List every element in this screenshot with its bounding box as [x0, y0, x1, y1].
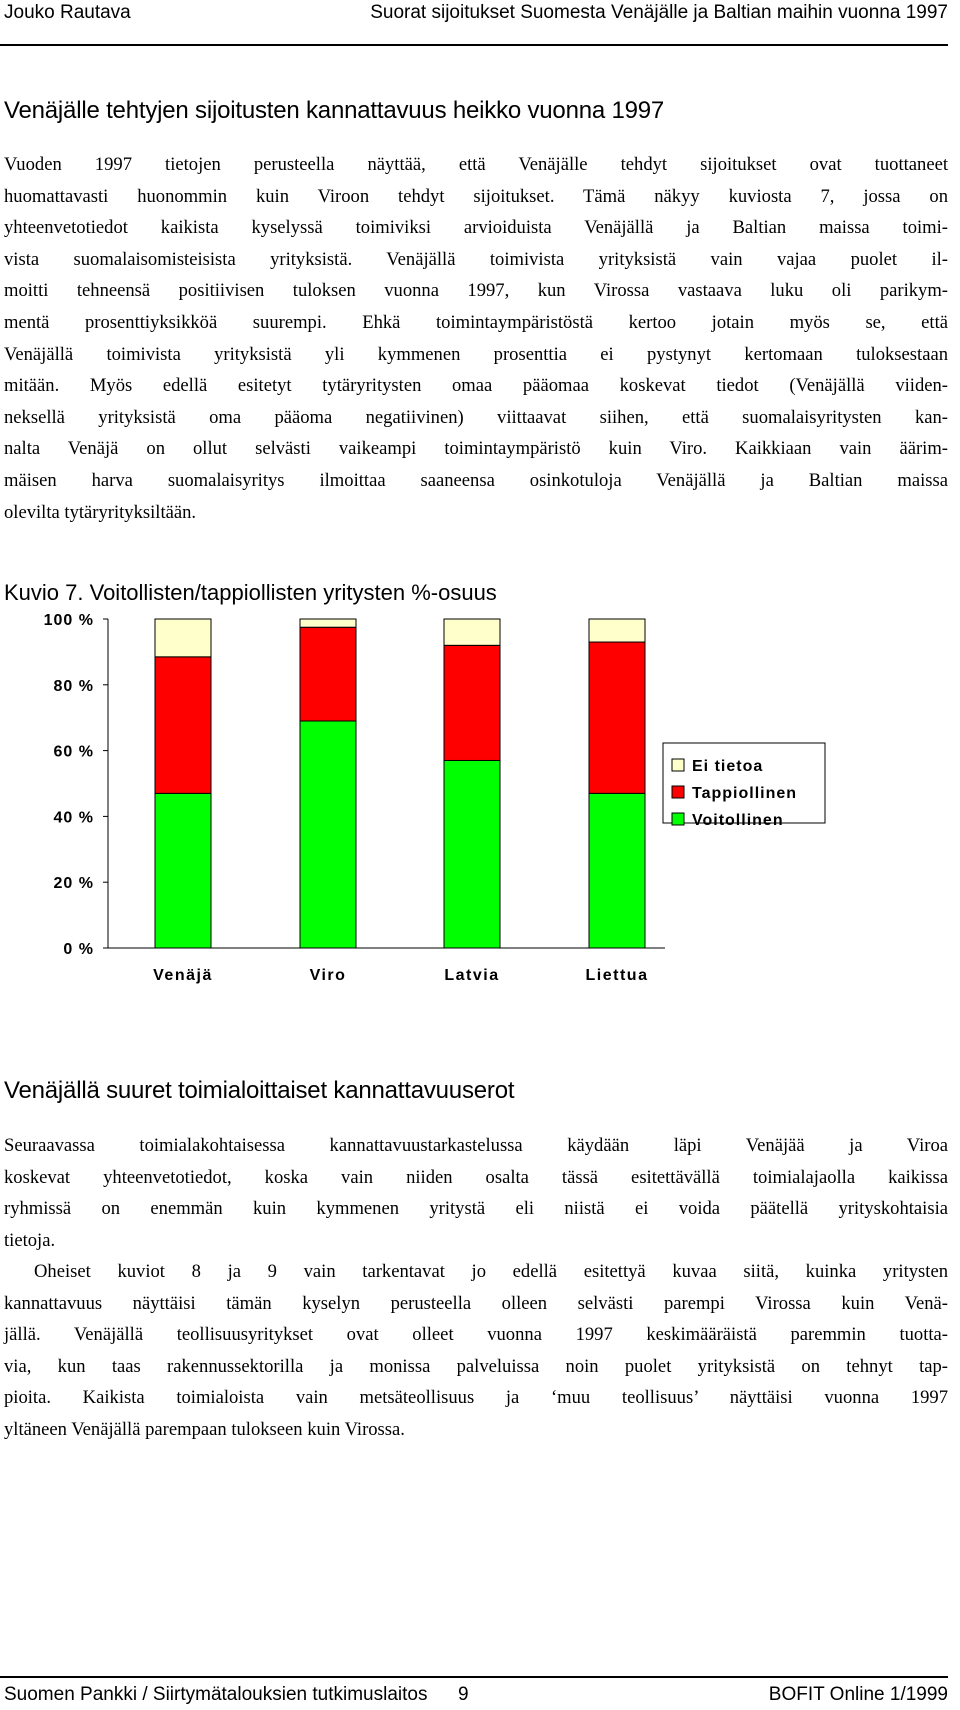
text-line: mentä prosenttiyksikköä suurempi. Ehkä toimintaympäristöstä kertoo jotain myös se, että: [4, 311, 948, 333]
bar-segment: [589, 619, 645, 642]
text-line: mitään. Myös edellä esitetyt tytäryritysten omaa pääomaa koskevat tiedot (Venäjällä viiden-: [4, 375, 948, 397]
y-tick-label: 40 %: [53, 809, 94, 827]
x-tick-label: Viro: [309, 967, 347, 984]
legend-box: [663, 743, 825, 823]
paragraph-2: [4, 1130, 948, 1256]
bars: [155, 619, 645, 948]
text-line: olevilta tytäryrityksiltään.: [4, 501, 197, 523]
y-tick-label: 80 %: [53, 677, 94, 695]
bar-segment: [444, 645, 500, 760]
chart-legend: [663, 743, 825, 829]
bar-segment: [300, 721, 356, 948]
stacked-bar-chart: [0, 612, 960, 1070]
legend-swatch: [672, 813, 684, 825]
x-tick-label: Latvia: [444, 967, 500, 984]
paragraph-1: [4, 149, 948, 528]
legend-swatch: [672, 759, 684, 771]
text-line: yltäneen Venäjällä parempaan tulokseen kuin Virossa.: [4, 1418, 405, 1440]
text-line: Vuoden 1997 tietojen perusteella näyttää, että Venäjälle tehdyt sijoitukset ovat tuottaneet: [4, 154, 948, 175]
x-axis-labels: [153, 967, 648, 984]
running-footer: [0, 1676, 948, 1710]
legend-swatch: [672, 786, 684, 798]
y-tick-label: 60 %: [53, 743, 94, 761]
header-author: Jouko Rautava: [4, 2, 131, 23]
section-heading-1: Venäjälle tehtyjen sijoitusten kannattavuus heikko vuonna 1997: [4, 97, 665, 124]
text-line: vista suomalaisomisteisista yrityksistä. Venäjällä toimivista yrityksistä vain vajaa puolet il-: [4, 248, 948, 270]
legend-label: Ei tietoa: [692, 758, 764, 775]
text-line: kannattavuus näyttäisi tämän kyselyn perusteella olleen selvästi parempi Virossa kuin Venä-: [4, 1292, 948, 1314]
legend-label: Voitollinen: [692, 812, 784, 829]
section-heading-2: Venäjällä suuret toimialoittaiset kannattavuuserot: [4, 1077, 515, 1104]
bar-segment: [300, 627, 356, 721]
paragraph-3: [4, 1256, 948, 1446]
text-line: Oheiset kuviot 8 ja 9 vain tarkentavat jo edellä esitettyä kuvaa siitä, kuinka yritysten: [34, 1261, 948, 1282]
bar-segment: [444, 760, 500, 948]
text-line: koskevat yhteenvetotiedot, koska vain niiden osalta tässä esitettävällä toimialajaolla kaikissa: [4, 1166, 948, 1188]
bar-segment: [589, 642, 645, 793]
legend-label: Tappiollinen: [692, 785, 798, 802]
bar-segment: [155, 657, 211, 794]
x-tick-label: Venäjä: [153, 967, 213, 984]
text-line: jällä. Venäjällä teollisuusyritykset ovat olleet vuonna 1997 keskimääräistä paremmin tuotta-: [4, 1324, 948, 1346]
text-line: mäisen harva suomalaisyritys ilmoittaa saaneensa osinkotuloja Venäjällä ja Baltian maissa: [4, 469, 948, 491]
bar-segment: [589, 793, 645, 948]
footer-series: BOFIT Online 1/1999: [768, 1684, 948, 1705]
text-line: neksellä yrityksistä oma pääoma negatiivinen) viittaavat siihen, että suomalaisyritysten kan-: [4, 406, 948, 428]
bar-segment: [155, 793, 211, 948]
text-line: Venäjällä toimivista yrityksistä yli kymmenen prosenttia ei pystynyt kertomaan tuloksestaan: [4, 343, 948, 365]
text-line: huomattavasti huonommin kuin Viroon tehdyt sijoitukset. Tämä näkyy kuviosta 7, jossa on: [4, 185, 948, 207]
text-line: pioita. Kaikista toimialoista vain metsäteollisuus ja ‘muu teollisuus’ näyttäisi vuonna 1997: [4, 1387, 948, 1409]
y-tick-label: 100 %: [43, 612, 94, 629]
x-tick-label: Liettua: [585, 967, 649, 984]
text-line: tietoja.: [4, 1229, 56, 1251]
text-line: Seuraavassa toimialakohtaisessa kannattavuustarkastelussa käydään läpi Venäjää ja Viroa: [4, 1135, 948, 1156]
footer-page-number: 9: [458, 1684, 469, 1705]
text-line: nalta Venäjä on ollut selvästi vaikeampi toimintaympäristö kuin Viro. Kaikkiaan vain äärim-: [4, 438, 948, 460]
bar-segment: [155, 619, 211, 657]
bar-segment: [300, 619, 356, 627]
footer-publisher: Suomen Pankki / Siirtymätalouksien tutkimuslaitos: [4, 1684, 428, 1705]
text-line: ryhmissä on enemmän kuin kymmenen yritystä eli niistä ei voida päätellä yrityskohtaisia: [4, 1198, 948, 1220]
header-title: Suorat sijoitukset Suomesta Venäjälle ja Baltian maihin vuonna 1997: [370, 2, 948, 23]
text-line: moitti tehneensä positiivisen tuloksen vuonna 1997, kun Virossa vastaava luku oli parikym-: [4, 280, 948, 302]
running-header: [0, 0, 948, 46]
y-tick-label: 0 %: [63, 941, 94, 958]
bar-segment: [444, 619, 500, 645]
text-line: via, kun taas rakennussektorilla ja monissa palveluissa noin puolet yrityksistä on tehnyt tap-: [4, 1355, 948, 1377]
figure-caption: Kuvio 7. Voitollisten/tappiollisten yritysten %-osuus: [4, 580, 497, 605]
y-tick-label: 20 %: [53, 875, 94, 893]
text-line: yhteenvetotiedot kaikista kyselyssä toimiviksi arvioiduista Venäjällä ja Baltian maissa toimi-: [4, 217, 948, 239]
